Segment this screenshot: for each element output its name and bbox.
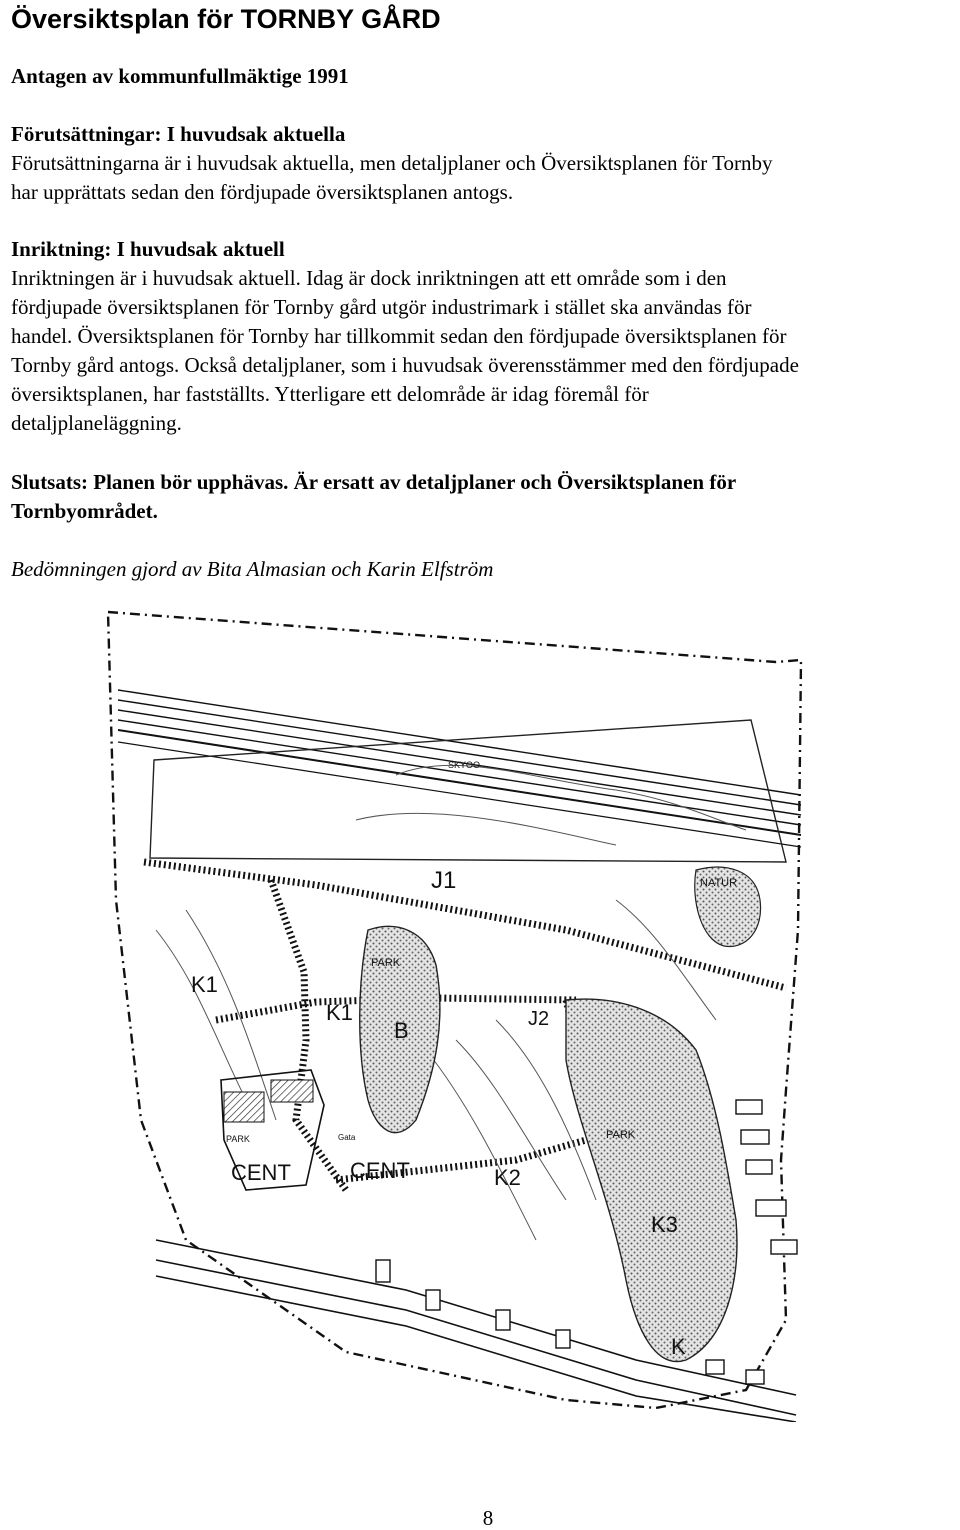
- map-label-k3: K3: [651, 1212, 678, 1237]
- field-boundary: [150, 720, 786, 862]
- map-label-natur: NATUR: [700, 877, 738, 889]
- map-label-k1-west: K1: [191, 972, 218, 997]
- direction-line: handel. Översiktsplanen för Tornby har tillkommit sedan den fördjupade översiktsplanen för: [11, 324, 787, 348]
- map-label-k2: K2: [494, 1165, 521, 1190]
- prerequisites-line: har upprättats sedan den fördjupade översiktsplanen antogs.: [11, 180, 514, 204]
- page-number: 8: [482, 1506, 494, 1530]
- map-label-park-east: PARK: [606, 1129, 636, 1141]
- direction-line: Inriktningen är i huvudsak aktuell. Idag är dock inriktningen att ett område som i den: [11, 266, 727, 290]
- park-area-east: [566, 999, 737, 1361]
- map-label-k-south: K: [671, 1334, 686, 1359]
- map-label-cent-east: CENT: [350, 1158, 410, 1183]
- centre-hatch: [224, 1092, 264, 1122]
- conclusion-line: Slutsats: Planen bör upphävas. Är ersatt av detaljplaner och Översiktsplanen för: [11, 470, 737, 494]
- prerequisites-heading: Förutsättningar: I huvudsak aktuella: [11, 122, 346, 146]
- direction-heading: Inriktning: I huvudsak aktuell: [11, 237, 285, 261]
- map-label-j1: J1: [431, 867, 457, 894]
- map-label-park-small: PARK: [226, 1134, 250, 1144]
- map-label-park-north: PARK: [371, 957, 401, 969]
- map-label-k1-mid: K1: [326, 1000, 353, 1025]
- map-label-cent-west: CENT: [231, 1160, 291, 1185]
- map-label-gata: Gata: [338, 1133, 356, 1142]
- direction-line: översiktsplanen, har fastställts. Ytterligare ett delområde är idag föremål för: [11, 382, 649, 406]
- direction-line: Tornby gård antogs. Också detaljplaner, som i huvudsak överensstämmer med den fördjupade: [11, 353, 799, 377]
- conclusion-line: Tornbyområdet.: [11, 499, 158, 523]
- direction-line: fördjupade översiktsplanen för Tornby gård utgör industrimark i stället ska användas för: [11, 295, 752, 319]
- prerequisites-line: Förutsättningarna är i huvudsak aktuella, men detaljplaner och Översiktsplanen för Tornby: [11, 151, 773, 175]
- conclusion-section: [11, 468, 956, 526]
- map-label-b: B: [394, 1018, 409, 1043]
- centre-hatch: [271, 1080, 313, 1102]
- direction-section: [11, 235, 956, 438]
- assessment-credit: Bedömningen gjord av Bita Almasian och Karin Elfström: [11, 557, 494, 581]
- page-title: Översiktsplan för TORNBY GÅRD: [11, 4, 441, 34]
- prerequisites-section: [11, 120, 956, 207]
- plan-map: [96, 600, 816, 1422]
- map-label-skyoo: SKYOO: [448, 760, 481, 770]
- adopted-note: Antagen av kommunfullmäktige 1991: [11, 64, 349, 88]
- direction-line: detaljplaneläggning.: [11, 411, 182, 435]
- map-label-j2: J2: [528, 1008, 550, 1030]
